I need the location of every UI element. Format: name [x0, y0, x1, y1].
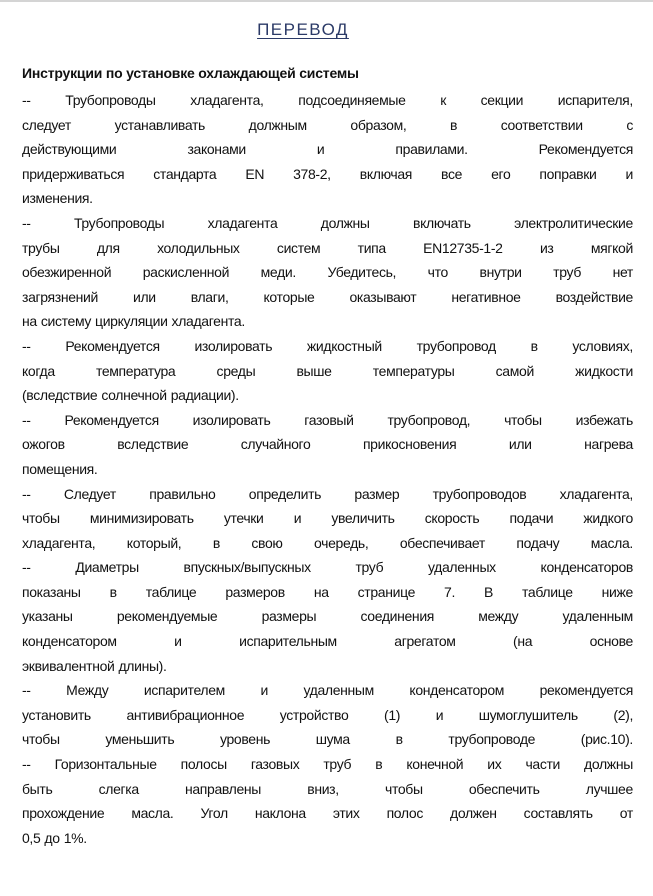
word: в — [530, 337, 538, 354]
word: подачи — [509, 510, 554, 527]
word: должны — [320, 214, 370, 231]
word: изолировать — [194, 337, 273, 354]
word: в — [395, 731, 403, 748]
word: из — [539, 239, 554, 256]
word: Между — [66, 682, 109, 699]
word: избежать — [575, 411, 633, 428]
word: труб — [355, 559, 384, 576]
word: (вследствие — [22, 387, 98, 404]
word: конечной — [406, 756, 464, 773]
word: (рис.10). — [580, 731, 633, 748]
word: прохождение — [22, 805, 105, 822]
word: труб — [553, 264, 581, 281]
word: Горизонтальные — [54, 756, 157, 773]
word: слегка — [98, 780, 139, 797]
word: что — [427, 264, 448, 281]
word: хладагента, — [190, 92, 264, 108]
word: впускных/выпускных — [183, 559, 311, 576]
word: до — [44, 829, 60, 846]
text-line — [22, 752, 633, 777]
word: устанавливать — [114, 116, 205, 133]
word: размер — [354, 485, 400, 502]
word: конденсатором — [22, 633, 117, 650]
word: определить — [248, 485, 322, 502]
text-line — [22, 531, 633, 556]
word: шума — [315, 731, 350, 748]
word: ниже — [601, 583, 633, 600]
word: установить — [22, 706, 91, 723]
word: ожогов — [22, 436, 65, 453]
word: -- — [22, 214, 31, 231]
text-line — [22, 482, 633, 507]
word: соответствии — [500, 116, 583, 133]
word: изменения. — [22, 190, 93, 207]
word: оказывают — [349, 288, 417, 305]
word: Трубопроводы — [65, 92, 156, 108]
word: для — [96, 239, 120, 256]
word: трубопроводе — [448, 731, 536, 748]
word: когда — [22, 362, 55, 379]
word: должным — [248, 116, 307, 133]
word: трубопровод — [416, 337, 496, 354]
word: электролитические — [514, 214, 633, 231]
word: трубопровод, — [387, 411, 471, 428]
word: должны — [584, 756, 633, 773]
word: -- — [22, 92, 31, 108]
word: мягкой — [590, 239, 633, 256]
word: этих — [332, 805, 360, 822]
word: быть — [22, 780, 53, 797]
word: конденсаторов — [540, 559, 633, 576]
text-line — [22, 260, 633, 285]
word: части — [525, 756, 561, 773]
text-line — [22, 162, 633, 187]
section-heading: Инструкции по установке охлаждающей системы — [22, 65, 359, 81]
word: трубы — [22, 239, 60, 256]
word: включать — [412, 214, 471, 231]
text-line — [22, 506, 633, 531]
text-line — [22, 285, 633, 310]
word: эквивалентной — [22, 657, 115, 674]
word: в — [212, 534, 220, 551]
word: влаги, — [190, 288, 229, 305]
word: основе — [589, 633, 633, 650]
word: Угол — [200, 805, 228, 822]
word: с — [626, 116, 633, 133]
word: жидкостный — [306, 337, 382, 354]
word: и — [260, 682, 268, 699]
word: -- — [22, 756, 31, 773]
word: условиях, — [572, 337, 633, 354]
word: обеспечивает — [399, 534, 485, 551]
word: таблице — [145, 583, 197, 600]
word: (на — [513, 633, 533, 650]
instructions-body — [22, 88, 633, 850]
word: таблице — [522, 583, 573, 600]
word: чтобы — [385, 780, 423, 797]
word: поправки — [539, 165, 597, 182]
text-line — [22, 113, 633, 138]
word: и — [625, 165, 633, 182]
word: образом, — [350, 116, 407, 133]
word: жидкости — [575, 362, 633, 379]
word: и — [435, 706, 444, 723]
text-line — [22, 359, 633, 384]
word: правильно — [149, 485, 216, 502]
word: -- — [22, 559, 31, 576]
word: 378-2, — [293, 165, 331, 182]
text-line — [22, 555, 633, 580]
word: Диаметры — [75, 559, 139, 576]
word: полос — [386, 805, 423, 822]
word: чтобы — [22, 510, 60, 527]
word: 1%. — [63, 829, 87, 846]
word: систем — [276, 239, 321, 256]
word: его — [491, 165, 511, 182]
text-line — [22, 309, 633, 334]
word: удаленным — [562, 608, 633, 625]
word: к — [440, 92, 446, 108]
word: температура — [95, 362, 176, 379]
word: размеров — [225, 583, 285, 600]
word: хладагента, — [22, 534, 96, 551]
word: уровень — [220, 731, 271, 748]
word: на — [22, 313, 37, 330]
word: в — [109, 583, 117, 600]
word: загрязнений — [22, 288, 98, 305]
word: газовый — [304, 411, 354, 428]
word: утечки — [223, 510, 264, 527]
text-line — [22, 604, 633, 629]
word: на — [313, 583, 329, 600]
word: очередь, — [314, 534, 369, 551]
word: обезжиренной — [22, 264, 112, 281]
word: полосы — [180, 756, 227, 773]
word: правилами. — [395, 141, 468, 158]
word: изолировать — [192, 411, 271, 428]
word: Убедитесь, — [327, 264, 397, 281]
word: следует — [22, 116, 71, 133]
word: или — [132, 288, 156, 305]
word: и — [293, 510, 302, 527]
top-border — [0, 0, 653, 2]
word: типа — [357, 239, 386, 256]
word: меди. — [260, 264, 296, 281]
page-title: ПЕРЕВОД — [257, 20, 349, 39]
text-line — [22, 678, 633, 703]
word: температуры — [372, 362, 455, 379]
text-line — [22, 211, 633, 236]
word: систему — [40, 313, 92, 330]
word: размеры — [261, 608, 317, 625]
text-line — [22, 654, 633, 679]
word: или — [508, 436, 532, 453]
text-line — [22, 408, 633, 433]
text-line — [22, 383, 633, 408]
word: труб — [323, 756, 352, 773]
word: шумоглушитель — [478, 706, 578, 723]
word: показаны — [22, 583, 81, 600]
word: удаленным — [303, 682, 374, 699]
word: и — [174, 633, 182, 650]
word: увеличить — [331, 510, 395, 527]
word: (1) — [384, 706, 401, 723]
text-line — [22, 432, 633, 457]
word: секции — [480, 92, 524, 108]
text-line — [22, 186, 633, 211]
text-line — [22, 88, 633, 113]
word: подачу — [516, 534, 560, 551]
text-line — [22, 334, 633, 359]
word: рекомендуется — [539, 682, 633, 699]
word: Рекомендуется — [538, 141, 633, 158]
text-line — [22, 826, 633, 851]
text-line — [22, 727, 633, 752]
word: включая — [359, 165, 413, 182]
word: солнечной — [101, 387, 167, 404]
word: циркуляции — [95, 313, 168, 330]
text-line — [22, 801, 633, 826]
word: устройство — [279, 706, 349, 723]
word: длины). — [118, 657, 167, 674]
word: помещения. — [22, 460, 98, 477]
word: подсоединяемые — [298, 92, 406, 108]
word: агрегатом — [394, 633, 456, 650]
word: испарительным — [239, 633, 337, 650]
word: -- — [22, 337, 31, 354]
word: все — [441, 165, 463, 182]
word: Рекомендуется — [64, 411, 159, 428]
word: направлены — [184, 780, 262, 797]
text-line — [22, 580, 633, 605]
word: 0,5 — [22, 829, 41, 846]
word: хладагента. — [171, 313, 245, 330]
word: конденсатором — [409, 682, 505, 699]
word: -- — [22, 682, 31, 699]
text-line — [22, 236, 633, 261]
word: соединения — [360, 608, 435, 625]
word: испарителя, — [557, 92, 633, 108]
word: законами — [187, 141, 246, 158]
word: 7. — [444, 583, 456, 600]
word: (2), — [613, 706, 633, 723]
word: между — [478, 608, 519, 625]
word: вследствие — [117, 436, 189, 453]
word: газовых — [250, 756, 300, 773]
word: удаленных — [427, 559, 496, 576]
word: которые — [263, 288, 315, 305]
word: указаны — [22, 608, 73, 625]
text-line — [22, 777, 633, 802]
word: придерживаться — [22, 165, 125, 182]
word: -- — [22, 485, 31, 502]
word: EN — [245, 165, 265, 182]
word: их — [487, 756, 502, 773]
word: стандарта — [153, 165, 217, 182]
text-line — [22, 137, 633, 162]
word: прикосновения — [362, 436, 457, 453]
word: масла. — [131, 805, 174, 822]
word: составлять — [523, 805, 593, 822]
word: должен — [450, 805, 497, 822]
word: EN12735-1-2 — [423, 239, 503, 256]
word: чтобы — [504, 411, 542, 428]
word: в — [375, 756, 383, 773]
word: от — [619, 805, 633, 822]
text-line — [22, 703, 633, 728]
word: минимизировать — [89, 510, 194, 527]
word: выше — [296, 362, 332, 379]
word: странице — [357, 583, 416, 600]
word: антивибрационное — [126, 706, 245, 723]
word: обеспечить — [468, 780, 540, 797]
word: действующими — [22, 141, 117, 158]
word: внутри — [479, 264, 522, 281]
word: наклона — [254, 805, 306, 822]
word: который, — [126, 534, 182, 551]
word: масла. — [590, 534, 633, 551]
word: Рекомендуется — [65, 337, 160, 354]
word: уменьшить — [105, 731, 175, 748]
word: хладагента — [207, 214, 278, 231]
word: скорость — [424, 510, 480, 527]
word: нагрева — [584, 436, 633, 453]
word: холодильных — [157, 239, 240, 256]
word: вниз, — [307, 780, 339, 797]
word: радиации). — [170, 387, 239, 404]
word: -- — [22, 411, 31, 428]
text-line — [22, 629, 633, 654]
word: Следует — [63, 485, 116, 502]
word: жидкого — [583, 510, 633, 527]
word: В — [484, 583, 494, 600]
word: свою — [251, 534, 283, 551]
word: рекомендуемые — [116, 608, 218, 625]
word: среды — [216, 362, 256, 379]
word: трубопроводов — [432, 485, 527, 502]
word: чтобы — [22, 731, 60, 748]
word: и — [316, 141, 325, 158]
word: Трубопроводы — [73, 214, 165, 231]
text-line — [22, 457, 633, 482]
word: случайного — [240, 436, 311, 453]
word: в — [450, 116, 458, 133]
word: самой — [495, 362, 534, 379]
word: нет — [612, 264, 633, 281]
word: негативное — [451, 288, 521, 305]
word: хладагента, — [559, 485, 633, 502]
word: испарителем — [143, 682, 225, 699]
word: раскисленной — [142, 264, 230, 281]
word: лучшее — [585, 780, 633, 797]
word: воздействие — [555, 288, 633, 305]
